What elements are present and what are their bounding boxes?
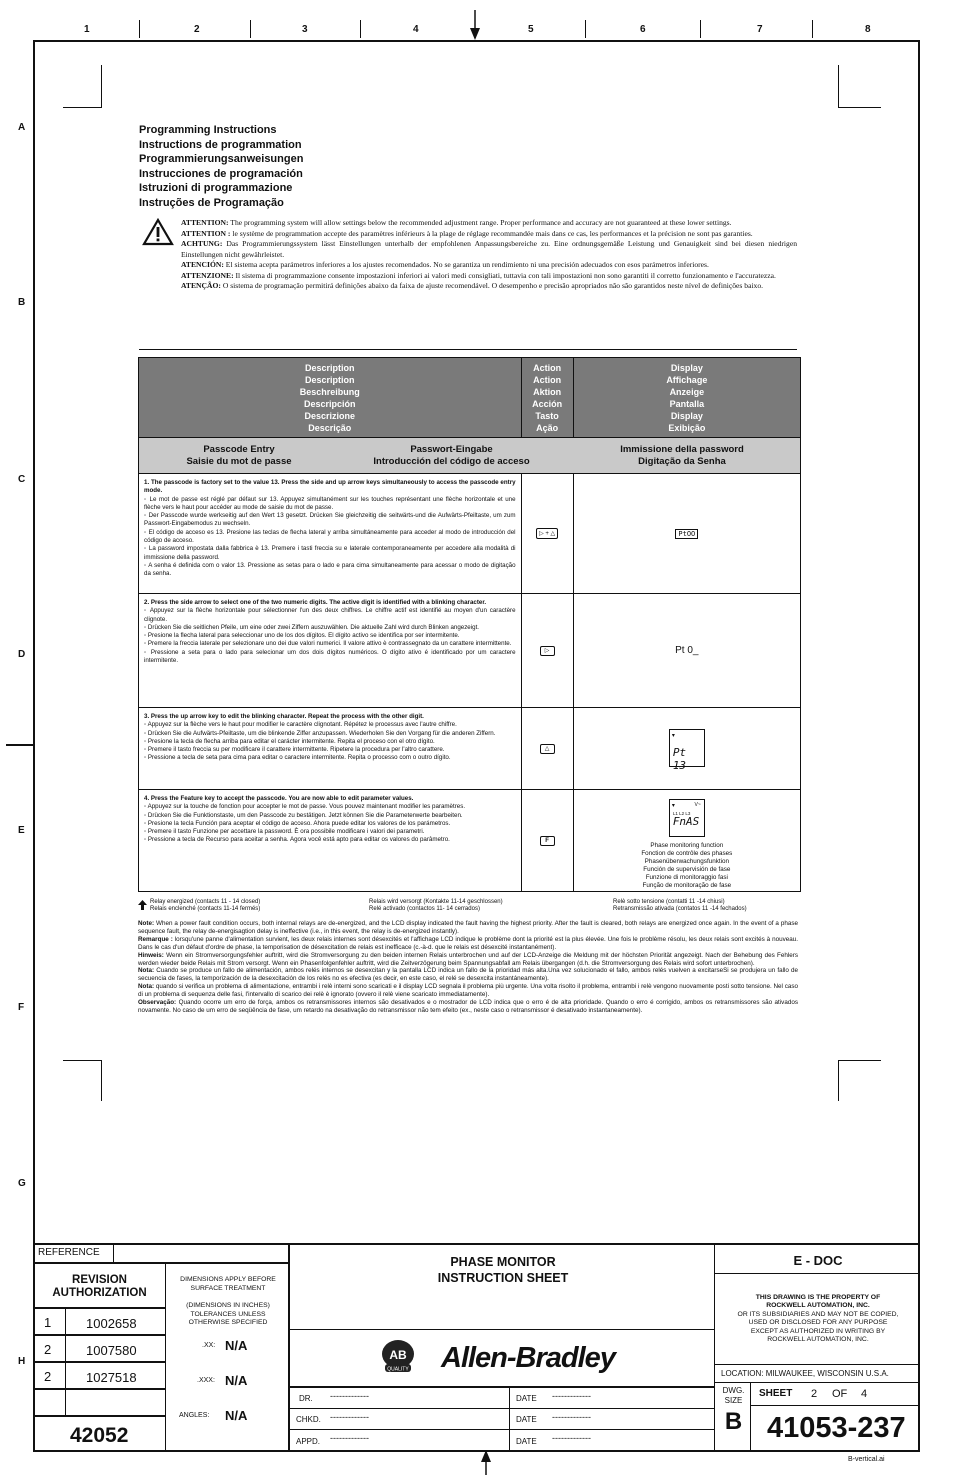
attention-text: Il sistema di programmazione consente impostazioni inferiori ai valori medi consigliati, tuttavia con tali impostazioni non sono garantiti il corretto funzionamento e l'accuratezza. [233, 270, 776, 280]
checked-date-cell: DATE ------------- [509, 1408, 715, 1430]
step-1-action [521, 474, 573, 594]
svg-text:QUALITY: QUALITY [387, 1366, 409, 1373]
reference-cell: REFERENCE [33, 1243, 114, 1263]
doc-title-2: INSTRUCTION SHEET [437, 1271, 569, 1285]
passcode-entry-header [139, 438, 801, 474]
grid-col-6: 6 [640, 24, 646, 35]
step-4-description: 4. Press the Feature key to accept the passcode. You are now able to edit parameter values. ◦ Appuyez sur la touche de fonction pour accepter le mot de passe. Vous pouvez maintenant modifier les paramètres. ◦ Drücken Sie die Funktionstaste, um den Passcode zu bestätigen. Jetzt können Sie die Parameterwerte bearbeiten. ◦ Presione la tecla Función para aceptar el código de acceso. Ahora puede editar los valores de los parámetros. ◦ Premere il tasto Funzione per accettare la password. È ora possibile modificare i valori dei parametri. ◦ Pressione a tecla de Recurso para aceitar a senha. Agora você está apto para editar os valores do parâmetro. [139, 790, 522, 892]
center-arrow-top-icon [468, 10, 482, 40]
passcode-col-3: Immissione della password Digitação da Senha [620, 443, 744, 467]
attention-label: ATENCIÓN: [181, 260, 224, 269]
logo-cell [289, 1329, 715, 1387]
crop-mark [63, 1060, 102, 1101]
dimensions-cell: DIMENSIONS APPLY BEFORE SURFACE TREATMENT (DIMENSIONS IN INCHES) TOLERANCES UNLESS OTHERWISE SPECIFIED .XX: N/A .XXX: N/A ANGLES: N/A [165, 1263, 289, 1452]
warning-triangle-icon [142, 218, 174, 246]
title-es: Instrucciones de programación [139, 167, 303, 180]
header-display: Display Affichage Anzeige Pantalla Display Exibição [573, 358, 800, 438]
relay-indicator-icon: ▾ [671, 732, 675, 739]
attention-text: le système de programmation accepte des paramètres inférieurs à la plage de réglage recommandée mais dans ce cas, les performances et la précision ne sont pas garanties. [230, 228, 753, 238]
relay-legend-2: Relais wird versorgt (Kontakte 11-14 geschlossen) Relé activado (contactos 11- 14 cerrados) [369, 899, 503, 913]
voltage-indicator-icon: V~ [694, 802, 701, 808]
rev-num-4 [33, 1389, 66, 1416]
grid-col-5: 5 [528, 24, 534, 35]
title-pt: Instruções de Programação [139, 196, 284, 209]
attention-text: El sistema acepta parámetros inferiores a los ajustes recomendados. No se garantiza un rendimiento ni una precisión adecuados con esos parámetros inferiores. [223, 260, 709, 269]
crop-mark [838, 1060, 881, 1101]
grid-col-1: 1 [84, 24, 90, 35]
grid-row-f: F [18, 1002, 25, 1013]
lcd-display: PtOO [675, 529, 698, 539]
lcd-display: ▾ V~ L1 L2 L3 FnAS [669, 799, 705, 837]
rev-code-4 [65, 1389, 166, 1416]
attention-label: ATTENZIONE: [181, 270, 234, 280]
drawing-number-cell: 41053-237 [750, 1405, 920, 1452]
rev-num-3: 2 [33, 1362, 66, 1389]
grid-col-3: 3 [302, 24, 308, 35]
sheet-cell: SHEET 2 OF 4 [750, 1382, 920, 1406]
rev-num-2: 2 [33, 1335, 66, 1362]
header-description: Description Description Beschreibung Descripción Descrizione Descrição [139, 358, 522, 438]
grid-row-a: A [18, 122, 26, 133]
grid-col-7: 7 [757, 24, 763, 35]
edoc-cell: E - DOC [714, 1243, 920, 1274]
title-de: Programmierungsanweisungen [139, 153, 304, 165]
relay-legend-1: Relay energized (contacts 11 - 14 closed) Relais enclenché (contacts 11-14 fermés) [150, 899, 261, 913]
rev-code-2: 1007580 [65, 1335, 166, 1362]
doc-title-1: PHASE MONITOR [450, 1255, 556, 1269]
step-4-display: ▾ V~ L1 L2 L3 FnAS Phase monitoring function Fonction de contrôle des phases Phasenüberwachungsfunktion Función de supervisión de fase Funzione di monitoraggio fasi Função de monitoração de fase [573, 790, 800, 892]
step-1-description: 1. The passcode is factory set to the value 13. Press the side and up arrow keys simultaneously to access the passcode entry mode. ◦ Le mot de passe est réglé par défaut sur 13. Appuyez simultanément sur les touches représentant une flèche horizontale et une flèche vers le haut pour accéder au mode de saisie du mot de passe. ◦ Der Passcode wurde werkseitig auf den Wert 13 gesetzt. Drücken Sie gleichzeitig die seitwärts-und die Aufwärts-Pfeiltaste, um zum Passwort-Eingabemodus zu wechseln. ◦ El código de acceso es 13. Presione las teclas de flecha lateral y arriba simultáneamente para acceder al modo de introducción del código de acceso. ◦ La password impostata dalla fabbrica è 13. Premere i tasti freccia su e laterale contemporaneamente per accedere alla modalità di immissione della password. ◦ A senha é definida com o valor 13. Pressione as setas para o lado e para cima simultaneamente para acessar o modo de digitação da senha. [139, 474, 522, 594]
side-up-keys: ▷ + △ [536, 528, 558, 539]
reference-blank [113, 1243, 289, 1263]
passcode-col-2: Passwort-Eingabe Introducción del código de acceso [373, 443, 530, 467]
relay-legend-3: Relè sotto tensione (contatti 11 -14 chiusi) Retransmissão ativada (contatos 11 -14 fechados) [613, 899, 747, 913]
file-name: B-vertical.ai [848, 1456, 885, 1463]
crop-mark [838, 65, 881, 108]
attention-text: O sistema de programação permitirá definições abaixo da faixa de ajuste recomendável. O desempenho e precisão apropriados não são garantidos neste nível de definições baixo. [220, 281, 764, 290]
attention-label: ATENÇÃO: [181, 281, 221, 290]
passcode-col-1: Passcode Entry Saisie du mot de passe [186, 443, 292, 467]
grid-row-g: G [18, 1178, 26, 1189]
grid-row-e: E [18, 825, 25, 836]
location-cell: LOCATION: MILWAUKEE, WISCONSIN U.S.A. [714, 1364, 920, 1383]
brand-name: Allen-Bradley [441, 1342, 615, 1374]
attention-label: ACHTUNG: [181, 239, 223, 248]
step-2-description: 2. Press the side arrow to select one of the two numeric digits. The active digit is identified with a blinking character. ◦ Appuyez sur la flèche horizontale pour sélectionner l'un des deux chiffres. Le chiffre actif est identifié au moyen d'un caractère clignote. ◦ Drücken Sie die seitlichen Pfeile, um eine oder zwei Ziffern auszuwählen. Die aktuelle Zahl wird durch Blinken angezeigt. ◦ Presione la flecha lateral para seleccionar uno de los dos dígitos. El dígito activo se identifica por ser intermitente. ◦ Premere la freccia laterale per selezionare uno dei due valori numerici. Il valore attivo è contrassegnato da un carattere intermittente. ◦ Pressione a seta para o lado para selecionar um dos dois dígitos numéricos. O dígito ativo é identificado por um caractere intermitente. [139, 594, 522, 708]
step-3-display [573, 708, 800, 790]
programming-titles [139, 123, 303, 210]
rev-code-1: 1002658 [65, 1308, 166, 1335]
step-3-action [521, 708, 573, 790]
grid-row-c: C [18, 474, 26, 485]
relay-indicator-icon: ▾ [671, 803, 675, 809]
grid-col-2: 2 [194, 24, 200, 35]
attention-label: ATTENTION : [181, 228, 231, 238]
grid-row-b: B [18, 297, 26, 308]
header-action: Action Action Aktion Acción Tasto Ação [521, 358, 573, 438]
title-fr: Instructions de programmation [139, 138, 302, 151]
feature-key-icon: F [540, 836, 555, 846]
step-2-display: Pt 0_ [573, 594, 800, 708]
revision-authorization: REVISION AUTHORIZATION [33, 1263, 166, 1308]
step-1-display [573, 474, 800, 594]
grid-row-d: D [18, 649, 26, 660]
up-arrow-key-icon: △ [540, 744, 555, 754]
allen-bradley-logo-icon [381, 1339, 415, 1373]
grid-col-8: 8 [865, 24, 871, 35]
property-notice: THIS DRAWING IS THE PROPERTY OF ROCKWELL AUTOMATION, INC. OR ITS SUBSIDIARIES AND MAY NOT BE COPIED, USED OR DISCLOSED FOR ANY PURPOSE EXCEPT AS AUTHORIZED IN WRITING BY ROCKWELL AUTOMATION, INC. [714, 1273, 920, 1365]
attention-label: ATTENTION: [181, 218, 229, 227]
relay-arrow-icon [138, 900, 147, 910]
grid-row-h: H [18, 1356, 26, 1367]
step-2-action [521, 594, 573, 708]
center-arrow-bottom-icon [479, 1450, 493, 1475]
step-4-action [521, 790, 573, 892]
notes-block: Note: When a power fault condition occurs, both internal relays are de-energized, and the LCD display indicated the fault having the highest priority. After the fault is cleared, both relays are energized once again. In the event of a phase sequence fault, the relay de-energisagtion delay is ineffective (i.e., in this event, the relay is de-energized instantly). Remarque : lorsqu'une panne d'alimentation survient, les deux relais internes sont désexcités et l'affichage LCD indique le problème dont la priorité est la plus élevée. Une fois le problème résolu, les deux relais sont excités à nouveau. Dans le cas d'un défaut d'ordre de phase, la temporisation de désexcitation de relais est inefficace (c.-à-d. que le relais est désexcité instantanément). Hinweis: Wenn ein Stromversorgungsfehler auftritt, wird die Stromversorgung zu den beiden internen Relais unterbrochen und auf der LCD-Anzeige die Meldung mit der höchsten Priorität angezeigt. Nach der Behebung des Fehlers werden wieder beide Relais mit Strom versorgt. Wenn ein Phasenfolgenfehler auftritt, wird die Zeitverzögerung beim Spannungsabfall am Relais übergangen (d.h. die Stromversorgung des Relais wird sofort unterbrochen). Nota: Cuando se produce un fallo de alimentación, ambos relés internos se desexcitan y la pantalla LCD indica un fallo de la prioridad más alta.Una vez solucionado el fallo, ambos relés vuelven a excitarseSi se produjera un fallo de secuencia de fases, la temporización de la desexcitación de los relés no es efectiva (es decir, en este caso, el relé se desexcita instantáneamente). Nota: quando si verifica un problema di alimentazione, entrambi i relè interni sono scaricati e il display LCD segnala il problema più urgente. Una volta risolto il problema, entrambi i relè vengono nuovamente posti sotto tensione. Nel caso di un problema di sequenza delle fasi, l'intervallo di scarico dei relè è ignorato (ovvero il relè viene scaricato immediatamente). Observação: Quando ocorre um erro de força, ambos os retransmissores internos são desativados e o mostrador de LCD indica que o erro é de alta prioridade. Quando o erro é corrigido, ambos os retransmissores são ativados novamente. No caso de um erro de seqüência de fase, um retardo na desativação do retransmissor não tem efeito (ex., neste caso o retransmissor é desativado instantaneamente). [138, 920, 798, 1014]
drawn-cell: DR. ------------- [289, 1387, 510, 1409]
attention-block [181, 218, 797, 292]
title-it: Istruzioni di programmazione [139, 182, 293, 194]
instruction-table [138, 357, 801, 892]
rev-num-1: 1 [33, 1308, 66, 1335]
attention-text: The programming system will allow settings below the recommended adjustment range. Proper performance and accuracy are not guaranteed at these lower settings. [228, 218, 732, 227]
dwg-size-cell: DWG. SIZE B [714, 1382, 751, 1452]
lcd-display: ▾ Pt 13 [669, 729, 705, 767]
crop-mark [63, 65, 102, 108]
drawn-date-cell: DATE ------------- [509, 1387, 715, 1409]
svg-text:AB: AB [389, 1348, 407, 1362]
approved-date-cell: DATE ------------- [509, 1429, 715, 1452]
title-en: Programming Instructions [139, 124, 277, 136]
approved-cell: APPD. ------------- [289, 1429, 510, 1452]
rev-code-3: 1027518 [65, 1362, 166, 1389]
attention-text: Das Programmierungssystem lässt Einstellungen unterhalb der empfohlenen Anpassungsbereiche zu. Eine ordnungsgemäße Leistung und Genauigkeit sind bei diesen niedrigen Einstellungen nicht gewährleistet. [181, 239, 797, 259]
side-arrow-key-icon: ▷ [540, 646, 555, 656]
step-3-description: 3. Press the up arrow key to edit the blinking character. Repeat the process with the other digit. ◦ Appuyez sur la flèche vers le haut pour modifier le caractère clignotant. Répétez le processus avec l'autre chiffre. ◦ Drücken Sie die Aufwärts-Pfeiltaste, um die blinkende Ziffer anzupassen. Wiederholen Sie den Vorgang für die anderen Ziffern. ◦ Presione la tecla de flecha arriba para editar el carácter intermitente. Repita el proceso con el otro dígito. ◦ Premere il tasto freccia su per modificare il carattere intermittente. Ripetere la procedura per l'altro carattere. ◦ Pressione a tecla de seta para cima para editar o caractere intermitente. Repita o processo com o outro dígito. [139, 708, 522, 790]
checked-cell: CHKD. ------------- [289, 1408, 510, 1430]
divider [139, 349, 797, 350]
grid-col-4: 4 [413, 24, 419, 35]
part-number-cell: 42052 [33, 1416, 166, 1452]
document-title-cell [289, 1243, 715, 1330]
